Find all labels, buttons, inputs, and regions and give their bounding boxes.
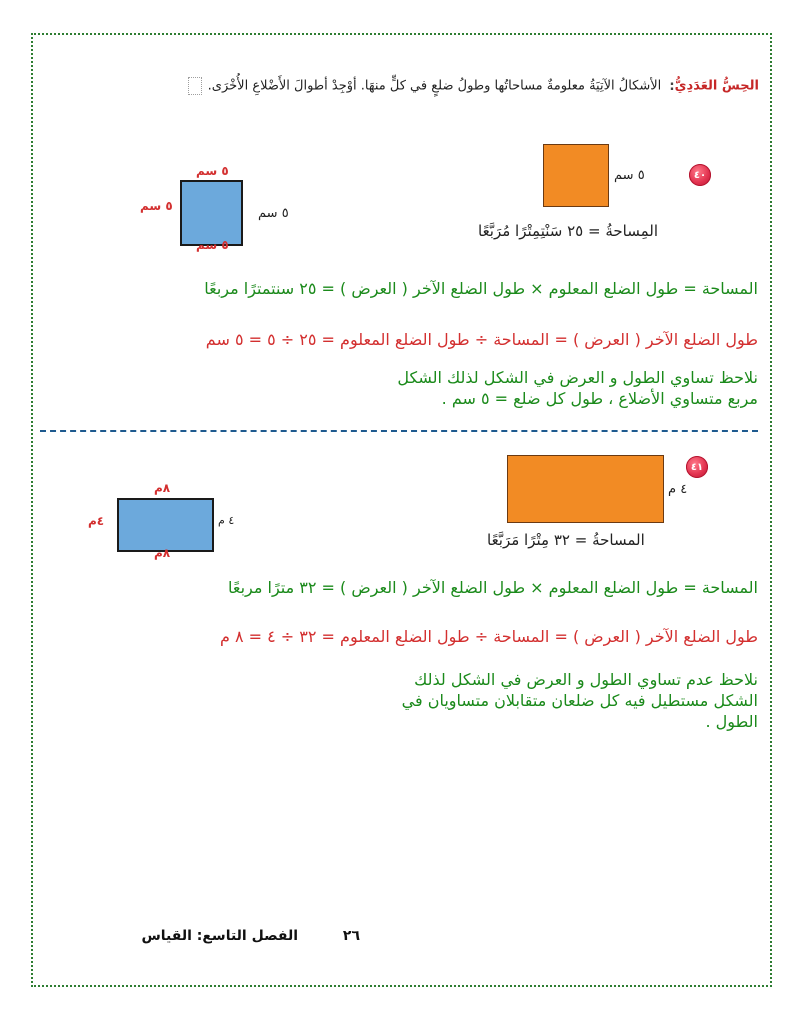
problem-40-solution-line-2: طول الضلع الآخر ( العرض ) = المساحة ÷ طول الضلع المعلوم = ٢٥ ÷ ٥ = ٥ سم: [205, 330, 758, 349]
problem-40-given-square: [543, 144, 609, 207]
section-divider: [40, 430, 758, 432]
problem-40-answer-square: [180, 180, 243, 246]
exercise-header: [36, 77, 759, 95]
problem-40-note: نلاحظ تساوي الطول و العرض في الشكل لذلك الشكل مربع متساوي الأضلاع ، طول كل ضلع = ٥ سم .: [397, 368, 758, 408]
problem-40-bottom-side-label: ٥ سم: [196, 238, 229, 252]
problem-41-number-badge: ٤١: [686, 456, 708, 478]
problem-41-right-side-label: ٤ م: [218, 514, 235, 527]
problem-40-top-side-label: ٥ سم: [196, 164, 229, 178]
header-separator: :: [669, 78, 675, 94]
header-end-marker: [188, 77, 202, 95]
problem-40-area-caption: المِساحةُ = ٢٥ سَنْتِمِتْرًا مُرَبَّعًا: [478, 222, 658, 240]
problem-41-answer-rectangle: [117, 498, 214, 552]
problem-41-solution-line-1: المساحة = طول الضلع المعلوم × طول الضلع الآخر ( العرض ) = ٣٢ مترًا مربعًا: [227, 578, 758, 597]
problem-41-given-side-label: ٤ م: [668, 482, 688, 497]
problem-40-solution-line-1: المساحة = طول الضلع المعلوم × طول الضلع الآخر ( العرض ) = ٢٥ سنتمترًا مربعًا: [204, 279, 758, 298]
chapter-title: الفصل التاسع: القياس: [141, 928, 299, 944]
problem-40-given-side-label: ٥ سم: [614, 168, 645, 183]
problem-41-left-side-label: ٤م: [88, 514, 105, 528]
page-footer: [60, 928, 360, 944]
problem-41-top-side-label: ٨م: [154, 481, 171, 495]
page-number: ٢٦: [342, 928, 360, 944]
header-instruction: الأشكالُ الآتِيَةُ معلومةٌ مساحاتُها وطولُ ضلعٍ في كلٍّ منهَا. أوْجِدْ أطوالَ الأَضْلاعِ الأُخْرَى.: [207, 78, 662, 94]
problem-41-bottom-side-label: ٨م: [154, 546, 171, 560]
problem-41-note: نلاحظ عدم تساوي الطول و العرض في الشكل لذلك الشكل مستطيل فيه كل ضلعان متقابلان متساويان في الطول .: [401, 670, 758, 731]
problem-40-left-side-label: ٥ سم: [140, 199, 173, 213]
problem-41-given-rectangle: [507, 455, 664, 523]
problem-41-solution-line-2: طول الضلع الآخر ( العرض ) = المساحة ÷ طول الضلع المعلوم = ٣٢ ÷ ٤ = ٨ م: [219, 627, 758, 646]
problem-40-right-side-label: ٥ سم: [258, 206, 289, 221]
problem-41-area-caption: المساحةُ = ٣٢ مِتْرًا مَرَبَّعًا: [487, 531, 645, 549]
problem-40-number-badge: ٤٠: [689, 164, 711, 186]
header-label: الحِسُّ العَدَدِيُّ: [674, 78, 759, 94]
